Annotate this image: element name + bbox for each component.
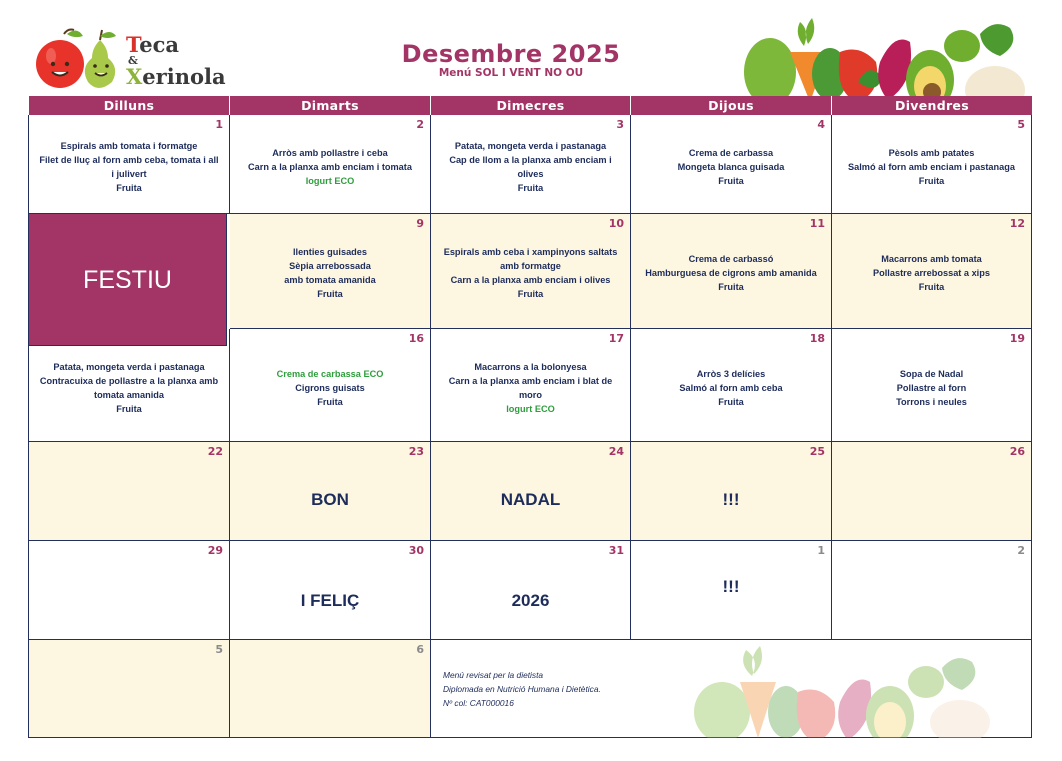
day-cell [431, 442, 631, 541]
menu-text: Sopa de Nadal Pollastre al forn Torrons i neules [896, 369, 967, 407]
day-cell [431, 329, 631, 442]
menu-text: Arròs 3 delícies Salmó al forn amb ceba Fruita [679, 369, 783, 407]
day-cell [631, 541, 832, 640]
day-number: 6 [416, 643, 424, 656]
day-number: 17 [608, 332, 624, 345]
faded-vegetables-illustration [690, 642, 1000, 738]
day-number: 18 [809, 332, 825, 345]
menu-text: Espirals amb tomata i formatge Filet de lluç al forn amb ceba, tomata i all i julivert Fruita [39, 141, 219, 193]
menu-text: Crema de carbassa Mongeta blanca guisada Fruita [677, 148, 785, 186]
day-number: 1 [215, 118, 223, 131]
day-cell [431, 214, 631, 329]
brand-name: Teca & Xerinola [126, 32, 226, 89]
weekday-wednesday: Dimecres [430, 96, 630, 115]
weekday-friday: Divendres [831, 96, 1032, 115]
day-number: 23 [408, 445, 424, 458]
eco-label: Crema de carbassa ECO [276, 369, 384, 379]
day-number: 29 [207, 544, 223, 557]
day-number: 5 [215, 643, 223, 656]
menu-text: Espirals amb ceba i xampinyons saltats amb formatge Carn a la planxa amb enciam i olives Fruita [443, 247, 618, 299]
page-title: Desembre 2025 [401, 40, 621, 68]
day-number: 26 [1009, 445, 1025, 458]
day-cell [431, 115, 631, 214]
menu-text: Macarrons amb tomata Pollastre arrebossat a xips Fruita [873, 254, 990, 292]
day-number: 19 [1009, 332, 1025, 345]
day-cell [230, 640, 431, 738]
brand-logo [34, 26, 234, 96]
greeting-text: BON [311, 490, 349, 509]
day-cell [631, 115, 832, 214]
menu-text: Patata, mongeta verda i pastanaga Cap de llom a la planxa amb enciam i olives Fruita [449, 141, 612, 193]
day-number: 30 [408, 544, 424, 557]
day-cell [431, 541, 631, 640]
day-number: 1 [817, 544, 825, 557]
weekday-tuesday: Dimarts [229, 96, 430, 115]
eco-label: Iogurt ECO [305, 176, 355, 186]
day-cell [832, 214, 1032, 329]
day-number: 9 [416, 217, 424, 230]
dietitian-note: Menú revisat per la dietista Diplomada en Nutrició Humana i Dietètica. Nº col: CAT000016 [443, 670, 601, 708]
day-cell [28, 640, 230, 738]
day-number: 12 [1009, 217, 1025, 230]
menu-text: Pèsols amb patates Salmó al forn amb enciam i pastanaga Fruita [848, 148, 1015, 186]
day-cell [230, 442, 431, 541]
greeting-text: I FELIÇ [300, 591, 360, 610]
page-subtitle: Menú SOL I VENT NO OU [438, 67, 584, 79]
day-number: 3 [616, 118, 624, 131]
greeting-text: !!! [722, 490, 740, 509]
greeting-text: NADAL [500, 490, 561, 509]
day-number: 4 [817, 118, 825, 131]
day-number: 11 [809, 217, 825, 230]
day-number: 10 [608, 217, 624, 230]
day-cell [631, 214, 832, 329]
day-number: 24 [608, 445, 624, 458]
menu-text: llenties guisades Sèpia arrebossada amb tomata amanida Fruita [284, 247, 376, 299]
day-number: 22 [207, 445, 223, 458]
day-cell [230, 214, 431, 329]
greeting-text: !!! [722, 577, 740, 596]
day-number: 16 [408, 332, 424, 345]
fruit-mascots-icon [34, 28, 126, 94]
day-cell [230, 115, 431, 214]
menu-text: Patata, mongeta verda i pastanaga Contracuixa de pollastre a la planxa amb tomata amanida Fruita [39, 362, 219, 414]
day-cell [832, 329, 1032, 442]
weekday-monday: Dilluns [28, 96, 229, 115]
day-cell [230, 329, 431, 442]
menu-text: Crema de carbassa ECO Cigrons guisats Fruita [234, 367, 426, 409]
weekday-thursday: Dijous [630, 96, 831, 115]
day-cell [28, 442, 230, 541]
menu-text: Macarrons a la bolonyesa Carn a la planxa amb enciam i blat de moro Iogurt ECO [435, 360, 626, 416]
day-number: 31 [608, 544, 624, 557]
day-number: 2 [1017, 544, 1025, 557]
day-number: 25 [809, 445, 825, 458]
day-number: 2 [416, 118, 424, 131]
menu-text: Crema de carbassó Hamburguesa de cigrons amb amanida Fruita [645, 254, 817, 292]
day-cell [28, 115, 230, 214]
menu-text: Arròs amb pollastre i ceba Carn a la planxa amb enciam i tomata Iogurt ECO [234, 146, 426, 188]
day-cell [28, 541, 230, 640]
day-cell [832, 115, 1032, 214]
day-cell [631, 442, 832, 541]
day-number: 5 [1017, 118, 1025, 131]
day-cell [230, 541, 431, 640]
day-cell [832, 442, 1032, 541]
eco-label: Iogurt ECO [506, 404, 555, 414]
day-cell [832, 541, 1032, 640]
greeting-text: 2026 [511, 591, 550, 610]
day-cell [631, 329, 832, 442]
holiday-block: FESTIU [28, 213, 227, 346]
